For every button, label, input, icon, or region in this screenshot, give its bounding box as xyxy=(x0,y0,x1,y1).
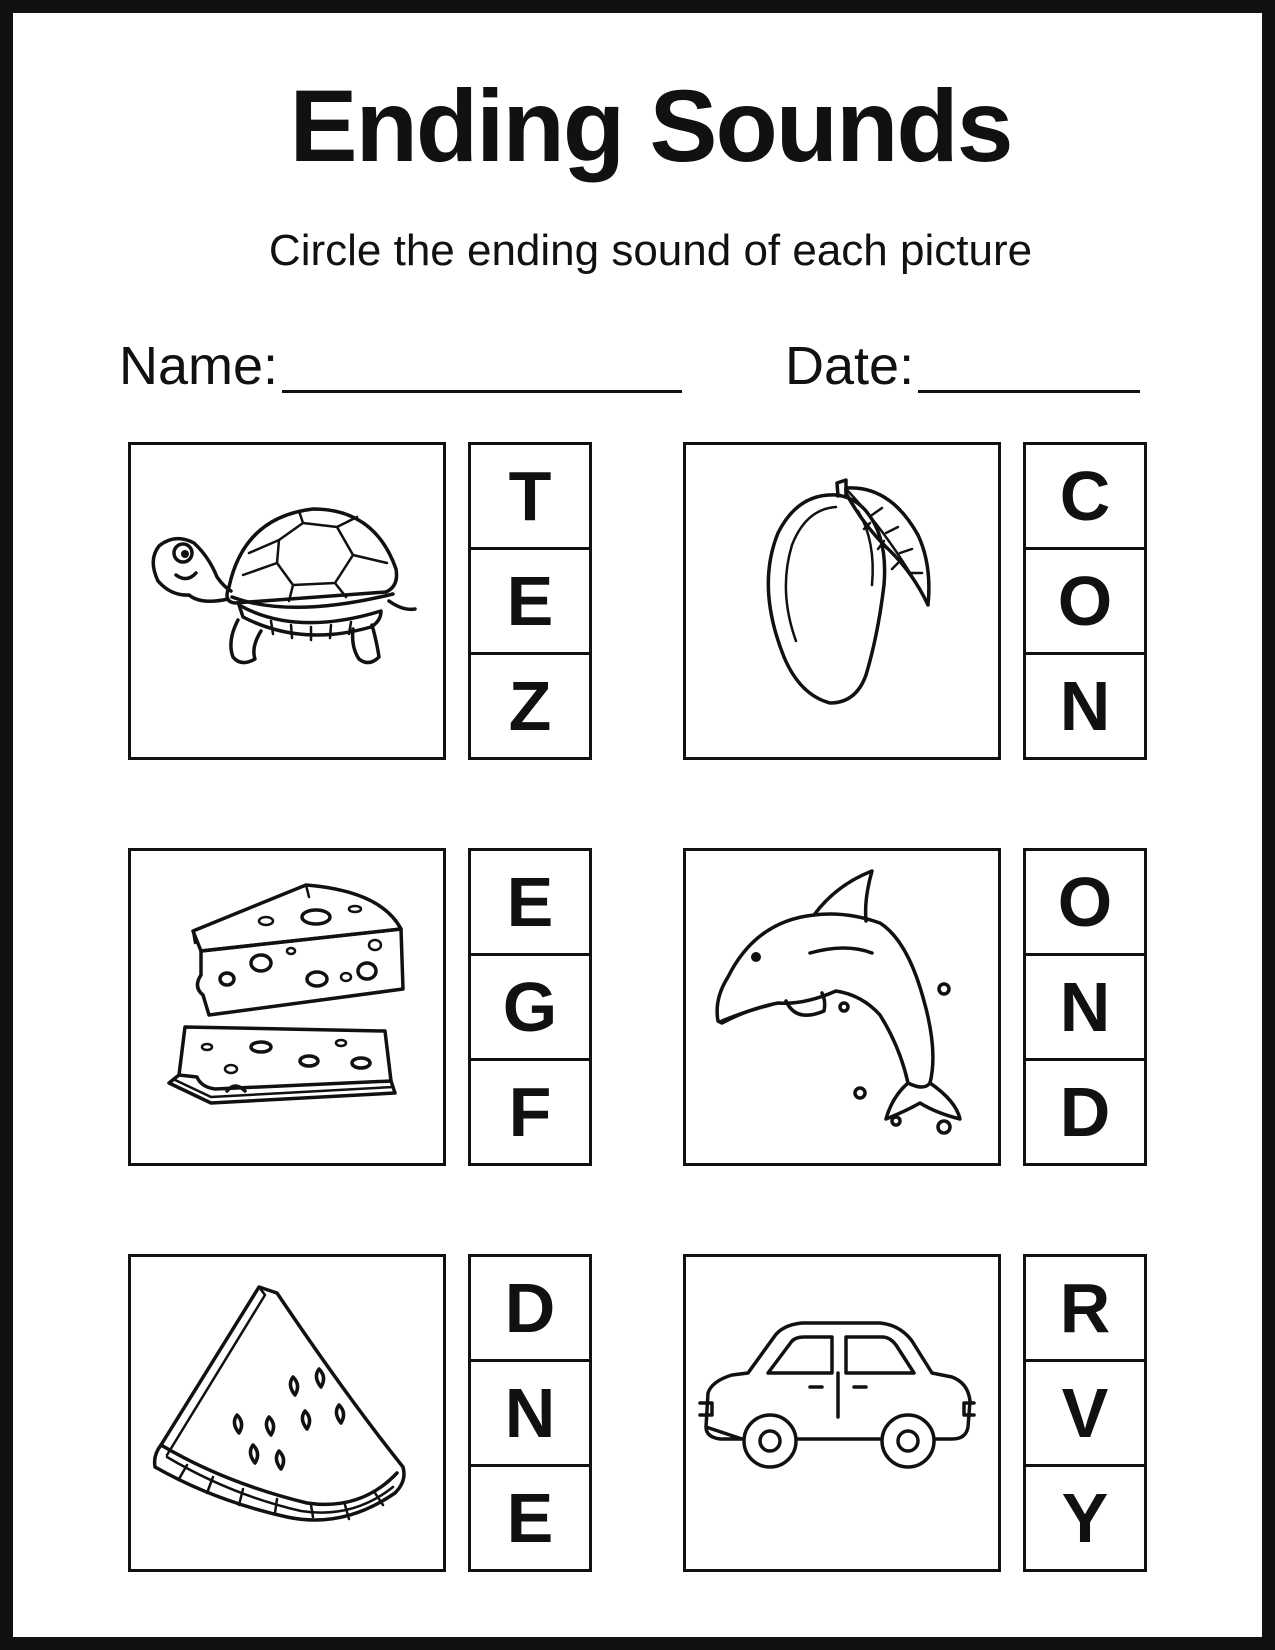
letter-choices xyxy=(1023,442,1147,760)
name-field[interactable] xyxy=(119,336,682,396)
mango-icon xyxy=(686,445,998,757)
letter-choice[interactable]: R xyxy=(1026,1257,1144,1362)
letter-choices xyxy=(468,1254,592,1572)
letter-choice[interactable]: C xyxy=(1026,445,1144,550)
picture-box xyxy=(128,442,446,760)
picture-box xyxy=(683,1254,1001,1572)
date-field[interactable] xyxy=(785,336,1140,396)
instructions: Circle the ending sound of each picture xyxy=(268,226,1033,275)
letter-choice[interactable]: O xyxy=(1026,851,1144,956)
dolphin-icon xyxy=(686,851,998,1163)
letter-choice[interactable]: N xyxy=(471,1362,589,1467)
turtle-icon xyxy=(131,445,443,757)
letter-choice[interactable]: T xyxy=(471,445,589,550)
letter-choice[interactable]: E xyxy=(506,1479,554,1557)
letter-choice[interactable]: D xyxy=(471,1257,589,1362)
date-label: Date: xyxy=(785,336,915,396)
letter-choices xyxy=(468,848,592,1166)
letter-choice[interactable]: N xyxy=(1026,956,1144,1061)
picture-box xyxy=(128,1254,446,1572)
date-blank-line[interactable] xyxy=(918,340,1140,393)
cheese-icon xyxy=(131,851,443,1163)
name-date-row xyxy=(119,336,1169,399)
letter-choice[interactable]: G xyxy=(471,956,589,1061)
letter-choice[interactable]: O xyxy=(1026,550,1144,655)
letter-choice[interactable]: F xyxy=(508,1073,552,1151)
letter-choice[interactable]: D xyxy=(1059,1073,1111,1151)
letter-choices xyxy=(468,442,592,760)
page-title: Ending Sounds xyxy=(289,69,1012,183)
car-icon xyxy=(686,1257,998,1569)
picture-box xyxy=(683,848,1001,1166)
letter-choice[interactable]: Z xyxy=(508,667,552,745)
letter-choice[interactable]: N xyxy=(1059,667,1111,745)
letter-choice[interactable]: Y xyxy=(1061,1479,1109,1557)
letter-choice[interactable]: E xyxy=(471,550,589,655)
picture-box xyxy=(683,442,1001,760)
name-blank-line[interactable] xyxy=(282,340,682,393)
letter-choices xyxy=(1023,848,1147,1166)
name-label: Name: xyxy=(119,336,279,396)
watermelon-icon xyxy=(131,1257,443,1569)
letter-choice[interactable]: V xyxy=(1026,1362,1144,1467)
picture-box xyxy=(128,848,446,1166)
letter-choice[interactable]: E xyxy=(471,851,589,956)
letter-choices xyxy=(1023,1254,1147,1572)
